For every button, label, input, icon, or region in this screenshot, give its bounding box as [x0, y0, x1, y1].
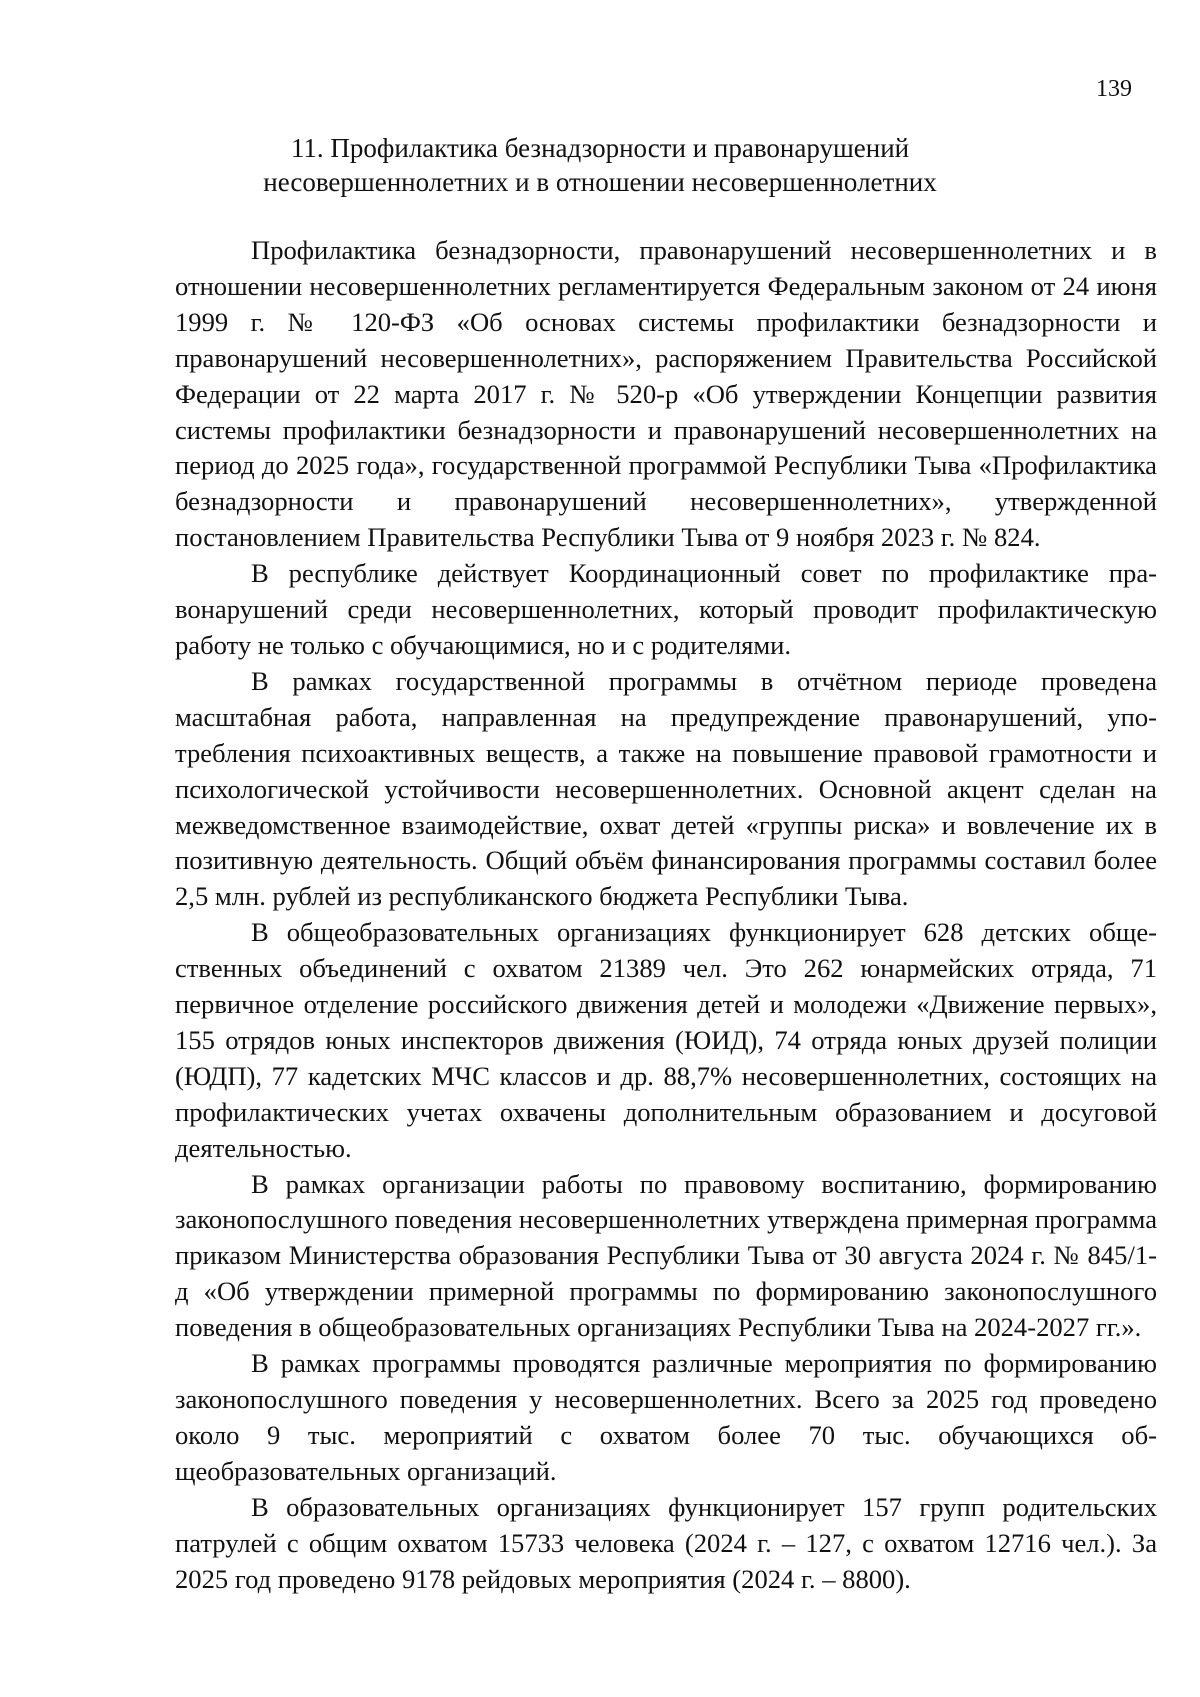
paragraph-parent-patrols: В образовательных организациях функционирует 157 групп родительских патрулей с общим охватом 15733 человека (2024 г. – 127, с охватом 12716 чел.). За 2025 год проведено 9178 рейдовых мероприятия (2024 г. – 8800).: [175, 1491, 1157, 1594]
section-heading-line-2: несовершеннолетних и в отношении несовершеннолетних: [263, 167, 937, 197]
paragraph-program-events: В рамках программы проводятся различные мероприятия по формированию законопослушного поведения у несовершеннолетних. Всего за 2025 год проведено около 9 тыс. мероприятий с охватом более 70 тыс. обучающихся общеобразовательных организаций.: [175, 1348, 1157, 1486]
paragraph-legal-basis: Профилактика безнадзорности, правонарушений несовершеннолетних и в отношении несовершеннолетних регламентируется Федеральным законом от 24 июня 1999 г. № 120-ФЗ «Об основах системы профилактики безнадзорности и правонарушений несовершеннолетних», распоряжением Правительства Российской Федерации от 22 марта 2017 г. № 520-р «Об утверждении Концепции развития системы профилактики безнадзорности и правонарушений несовершеннолетних на период до 2025 года», государственной программой Республики Тыва «Профилактика безнадзорности и правонарушений несовершеннолетних», утвержденной постановлением Правительства Республики Тыва от 9 ноября 2023 г. № 824.: [175, 235, 1157, 553]
section-heading-line-1: 11. Профилактика безнадзорности и правонарушений: [290, 133, 910, 163]
body-text: [175, 233, 1157, 1597]
paragraph-state-program: В рамках государственной программы в отчётном периоде проведена масштабная работа, направленная на предупреждение правонарушений, употребления психоактивных веществ, а также на повышение правовой грамотности и психологической устойчивости несовершеннолетних. Основной акцент сделан на межведомственное взаимодействие, охват детей «группы риска» и вовлечение их в позитивную деятельность. Общий объём финансирования программы составил более 2,5 млн. рублей из республиканского бюджета Республики Тыва.: [175, 665, 1157, 912]
section-heading: [150, 131, 1050, 199]
paragraph-coordination-council: В республике действует Координационный совет по профилактике правонарушений среди несовершеннолетних, который проводит профилактическую работу не только с обучающимися, но и с родителями.: [175, 558, 1157, 660]
paragraph-public-associations: В общеобразовательных организациях функционирует 628 детских общественных объединений с охватом 21389 чел. Это 262 юнармейских отряда, 71 первичное отделение российского движения детей и молодежи «Движение первых», 155 отрядов юных инспекторов движения (ЮИД), 74 отряда юных друзей полиции (ЮДП), 77 кадетских МЧС классов и др. 88,7% несовершеннолетних, состоящих на профилактических учетах охвачены дополнительным образованием и досуговой деятельностью.: [175, 917, 1157, 1163]
page-number: 139: [1096, 76, 1132, 102]
paragraph-legal-education: В рамках организации работы по правовому воспитанию, формированию законопослушного поведения несовершеннолетних утверждена примерная программа приказом Министерства образования Республики Тыва от 30 августа 2024 г. № 845/1-д «Об утверждении примерной программы по формированию законопослушного поведения в общеобразовательных организациях Республики Тыва на 2024-2027 гг.».: [175, 1168, 1157, 1343]
